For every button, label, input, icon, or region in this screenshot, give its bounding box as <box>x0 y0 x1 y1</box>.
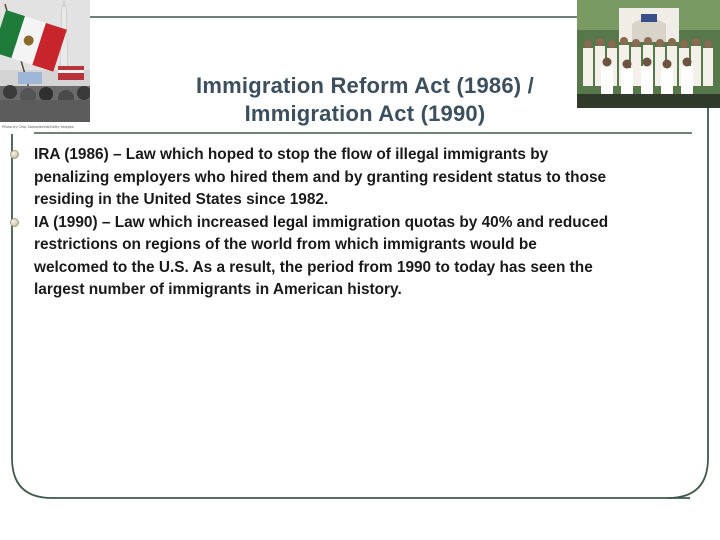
bullet-icon <box>10 218 19 227</box>
rally-flag-photo <box>0 0 90 132</box>
bullet-text <box>34 144 716 212</box>
title-line-2: Immigration Act (1990) <box>244 101 486 126</box>
bullet-line: residing in the United States since 1982. <box>34 191 329 208</box>
bullet-line: largest number of immigrants in American history. <box>34 281 402 298</box>
title-line-1: Immigration Reform Act (1986) / <box>196 73 534 98</box>
bullet-line: penalizing employers who hired them and by granting resident status to those <box>34 168 607 186</box>
bullet-line: IA (1990) – Law which increased legal immigration quotas by 40% and reduced <box>34 213 609 231</box>
bullet-text <box>34 212 716 302</box>
slide-title <box>95 72 635 128</box>
bullet-line: welcomed to the U.S. As a result, the period from 1990 to today has seen the <box>34 258 593 276</box>
bullet-icon <box>10 150 19 159</box>
bullet-line: restrictions on regions of the world from which immigrants would be <box>34 236 537 253</box>
bullet-item-ira-1986 <box>6 144 716 212</box>
bullet-list <box>6 144 716 302</box>
bullet-item-ia-1990 <box>6 212 716 302</box>
bullet-line: IRA (1986) – Law which hoped to stop the flow of illegal immigrants by <box>34 146 549 163</box>
photo-credit: Photo by Chip Somodevilla/Getty Images <box>2 125 74 129</box>
